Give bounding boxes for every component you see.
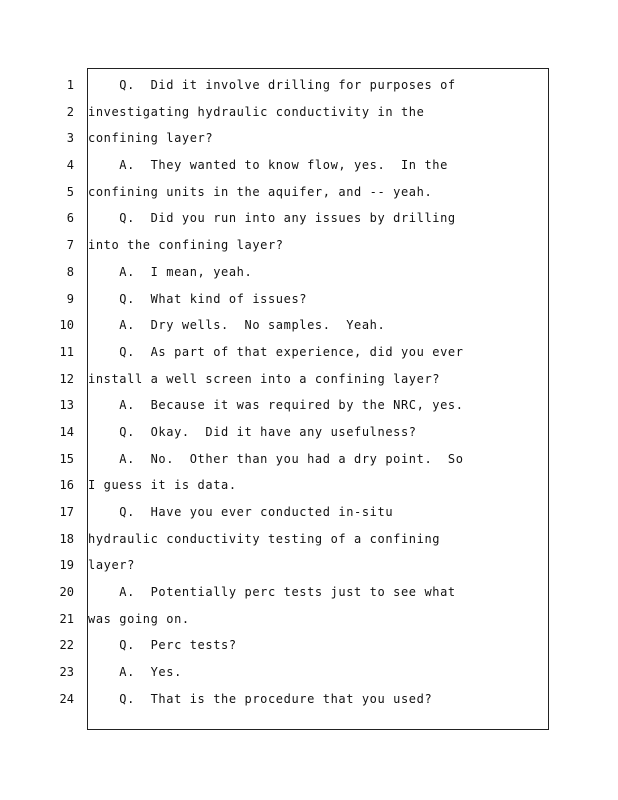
line-number: 13 <box>59 398 74 413</box>
transcript-line: A. No. Other than you had a dry point. So <box>88 451 464 466</box>
transcript-line: layer? <box>88 558 135 573</box>
transcript-line: hydraulic conductivity testing of a confining <box>88 531 441 546</box>
line-number: 10 <box>59 318 74 333</box>
line-number: 23 <box>59 665 74 680</box>
line-number-column <box>50 72 74 713</box>
transcript-line: I guess it is data. <box>88 478 237 493</box>
line-number: 6 <box>66 211 74 226</box>
line-number: 16 <box>59 478 74 493</box>
line-number: 4 <box>66 158 74 173</box>
transcript-line: Q. That is the procedure that you used? <box>88 691 433 706</box>
line-number: 5 <box>66 184 74 199</box>
line-number: 12 <box>59 371 74 386</box>
transcript-line: Q. Perc tests? <box>88 638 237 653</box>
transcript-line: into the confining layer? <box>88 238 284 253</box>
transcript-line: confining layer? <box>88 131 214 146</box>
transcript-line: install a well screen into a confining layer? <box>88 371 441 386</box>
line-number: 11 <box>59 344 74 359</box>
line-number: 17 <box>59 505 74 519</box>
transcript-text <box>88 72 546 713</box>
transcript-line: A. I mean, yeah. <box>88 264 253 279</box>
transcript-line: A. Because it was required by the NRC, yes. <box>88 398 464 413</box>
transcript-line: was going on. <box>88 611 190 626</box>
line-number: 1 <box>66 78 74 92</box>
line-number: 21 <box>59 611 74 626</box>
transcript-line: A. They wanted to know flow, yes. In the <box>88 158 448 173</box>
line-number: 24 <box>59 691 74 706</box>
transcript-line: Q. Did you run into any issues by drilling <box>88 211 456 226</box>
line-number: 14 <box>59 424 74 439</box>
line-number: 15 <box>59 451 74 466</box>
transcript-line: confining units in the aquifer, and -- yeah. <box>88 184 433 199</box>
line-number: 2 <box>66 104 74 119</box>
line-number: 20 <box>59 585 74 600</box>
line-number: 22 <box>59 638 74 653</box>
transcript-line: Q. Did it involve drilling for purposes of <box>88 78 456 92</box>
transcript-line: Q. As part of that experience, did you ever <box>88 344 464 359</box>
line-number: 18 <box>59 531 74 546</box>
transcript-line: Q. Okay. Did it have any usefulness? <box>88 424 417 439</box>
transcript-line: Q. What kind of issues? <box>88 291 308 306</box>
transcript-line: A. Potentially perc tests just to see what <box>88 585 456 600</box>
transcript-line: A. Dry wells. No samples. Yeah. <box>88 318 386 333</box>
transcript-line: Q. Have you ever conducted in-situ <box>88 505 394 519</box>
line-number: 19 <box>59 558 74 573</box>
line-number: 8 <box>66 264 74 279</box>
line-number: 9 <box>66 291 74 306</box>
line-number: 3 <box>66 131 74 146</box>
transcript-line: investigating hydraulic conductivity in the <box>88 104 425 119</box>
line-number: 7 <box>66 238 74 253</box>
transcript-line: A. Yes. <box>88 665 182 680</box>
